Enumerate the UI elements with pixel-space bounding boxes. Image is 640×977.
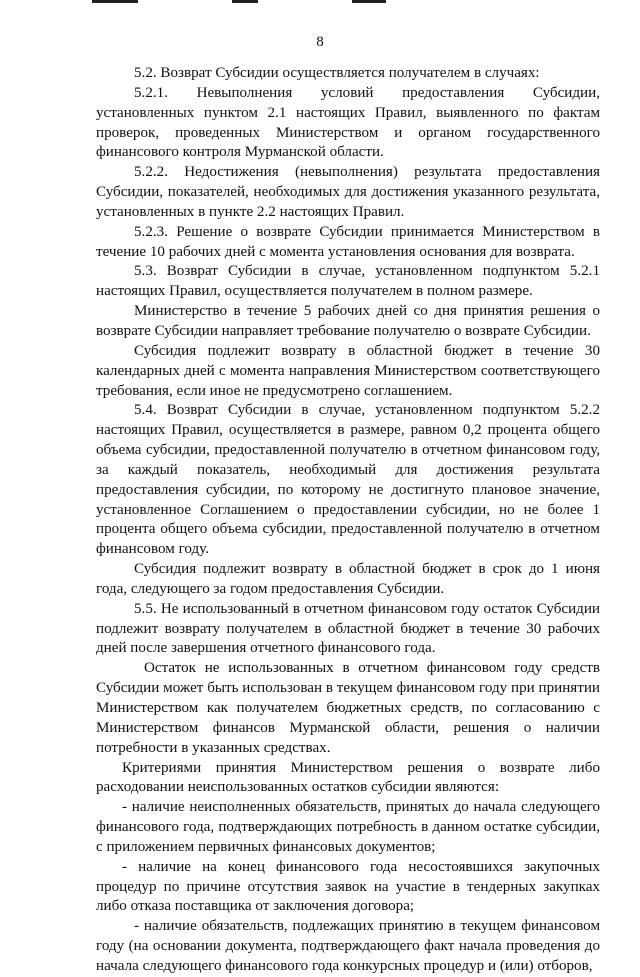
paragraph: 5.3. Возврат Субсидии в случае, установленном подпунктом 5.2.1 настоящих Правил, осуществляется получателем в полном размере. bbox=[96, 263, 600, 300]
scan-edge-mark bbox=[92, 0, 138, 3]
paragraph: 5.2.3. Решение о возврате Субсидии принимается Министерством в течение 10 рабочих дней с момента установления основания для возврата. bbox=[96, 223, 600, 260]
paragraph: Остаток не использованных в отчетном финансовом году средств Субсидии может быть использован в текущем финансовом году при принятии Министерством как получателем бюджетных средств, по согласованию с Министерством финансов Мурманской области, решения о наличии потребности в указанных средствах. bbox=[96, 660, 600, 756]
paragraph: 5.2. Возврат Субсидии осуществляется получателем в случаях: bbox=[134, 65, 540, 81]
list-item: - наличие на конец финансового года несостоявшихся закупочных процедур по причине отсутствия заявок на участие в тендерных закупках либо отказа поставщика от заключения договора; bbox=[96, 858, 600, 915]
paragraph: 5.2.1. Невыполнения условий предоставления Субсидии, установленных пунктом 2.1 настоящих Правил, выявленного по фактам проверок, проведенных Министерством и органом государственного финансового контроля Мурманской области. bbox=[96, 84, 600, 161]
paragraph: Министерство в течение 5 рабочих дней со дня принятия решения о возврате Субсидии направляет требование получателю о возврате Субсидии. bbox=[96, 303, 600, 339]
paragraph: Критериями принятия Министерством решения о возврате либо расходовании неиспользованных остатков субсидии являются: bbox=[96, 759, 600, 796]
paragraph: 5.4. Возврат Субсидии в случае, установленном подпунктом 5.2.2 настоящих Правил, осуществляется в размере, равном 0,2 процента общего объема субсидии, предоставленной получателю в отчетном финансовом году, за каждый показатель, необходимый для достижения результата предоставления субсидии, по которому не достигнуто плановое значение, установленное Соглашением о предоставлении субсидии, но не более 1 процента общего объема субсидии, предоставленной получателю в отчетном финансовом году. bbox=[96, 402, 600, 558]
page-number: 8 bbox=[316, 34, 324, 50]
paragraph: 5.2.2. Недостижения (невыполнения) результата предоставления Субсидии, показателей, необходимых для достижения указанного результата, установленных в пункте 2.2 настоящих Правил. bbox=[96, 164, 600, 220]
paragraph: Субсидия подлежит возврату в областной бюджет в течение 30 календарных дней с момента направления Министерством соответствующего требования, если иное не предусмотрено соглашением. bbox=[96, 342, 600, 399]
list-item: - наличие обязательств, подлежащих принятию в текущем финансовом году (на основании документа, подтверждающего факт начала проведения до начала следующего финансового года конкурсных процедур и (или) отборов, bbox=[96, 918, 600, 974]
paragraph: Субсидия подлежит возврату в областной бюджет в срок до 1 июня года, следующего за годом предоставления Субсидии. bbox=[96, 561, 600, 597]
document-body bbox=[96, 64, 600, 977]
scan-edge-mark bbox=[232, 0, 258, 3]
scan-edge-mark bbox=[352, 0, 386, 3]
list-item: - наличие неисполненных обязательств, принятых до начала следующего финансового года, подтверждающих потребность в данном остатке субсидии, с приложением первичных финансовых документов; bbox=[96, 799, 600, 855]
paragraph: 5.5. Не использованный в отчетном финансовом году остаток Субсидии подлежит возврату получателем в областной бюджет в течение 30 рабочих дней после завершения отчетного финансового года. bbox=[96, 600, 600, 657]
